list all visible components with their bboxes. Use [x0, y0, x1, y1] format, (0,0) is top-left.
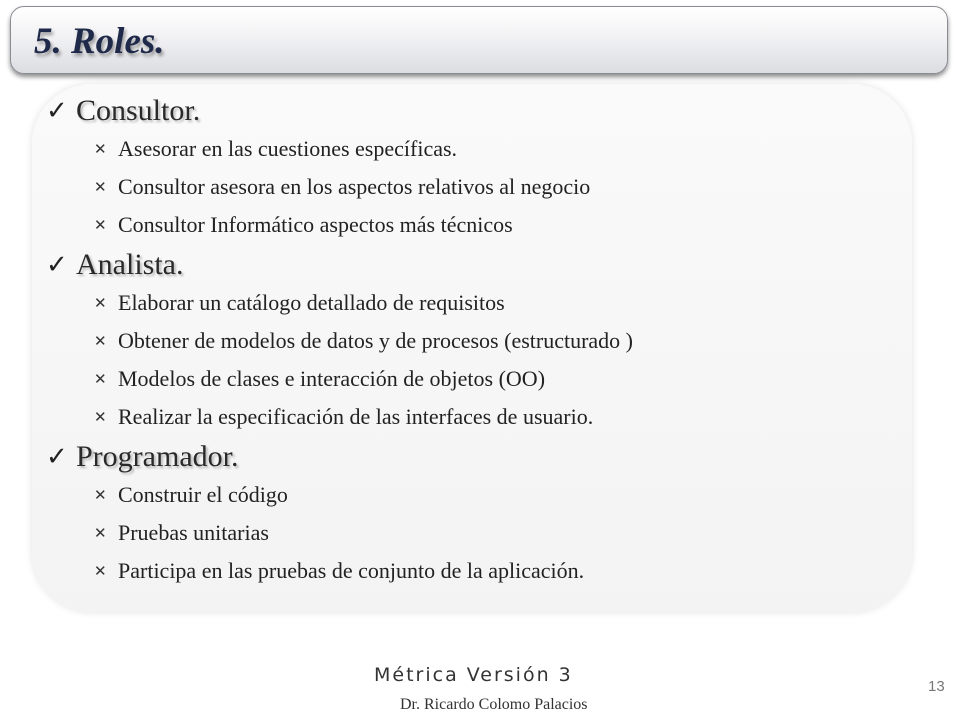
cross-bullet-icon: ✕ [94, 562, 107, 580]
item-text: Obtener de modelos de datos y de procesos (estructurado ) [118, 328, 634, 353]
item-list [46, 476, 906, 590]
cross-bullet-icon: ✕ [94, 332, 107, 350]
page-number: 13 [928, 678, 945, 695]
slide-title: 5. Roles. [34, 21, 165, 62]
cross-bullet-icon: ✕ [94, 524, 107, 542]
list-item [46, 514, 906, 552]
checkmark-icon: ✓ [46, 442, 68, 472]
item-text: Consultor Informático aspectos más técnicos [118, 212, 513, 237]
section-programador [46, 438, 906, 590]
list-item [46, 552, 906, 590]
section-heading [46, 92, 906, 130]
cross-bullet-icon: ✕ [94, 140, 107, 158]
item-text: Participa en las pruebas de conjunto de la aplicación. [118, 558, 585, 583]
list-item [46, 168, 906, 206]
cross-bullet-icon: ✕ [94, 178, 107, 196]
list-item [46, 130, 906, 168]
item-list [46, 284, 906, 436]
section-title: Consultor. [76, 94, 201, 127]
item-text: Construir el código [118, 482, 288, 507]
list-item [46, 476, 906, 514]
cross-bullet-icon: ✕ [94, 216, 107, 234]
checkmark-icon: ✓ [46, 250, 68, 280]
author-name: Dr. Ricardo Colomo Palacios [400, 696, 588, 713]
role-sections [46, 92, 906, 590]
section-analista [46, 246, 906, 436]
cross-bullet-icon: ✕ [94, 486, 107, 504]
section-heading [46, 438, 906, 476]
list-item [46, 284, 906, 322]
item-text: Modelos de clases e interacción de objetos (OO) [118, 366, 546, 391]
item-text: Consultor asesora en los aspectos relativos al negocio [118, 174, 591, 199]
item-text: Asesorar en las cuestiones específicas. [118, 136, 458, 161]
cross-bullet-icon: ✕ [94, 408, 107, 426]
item-text: Realizar la especificación de las interfaces de usuario. [118, 404, 594, 429]
list-item [46, 206, 906, 244]
section-heading [46, 246, 906, 284]
checkmark-icon: ✓ [46, 96, 68, 126]
item-text: Pruebas unitarias [118, 520, 269, 545]
cross-bullet-icon: ✕ [94, 294, 107, 312]
section-title: Programador. [76, 440, 239, 473]
metrica-logo-text: Métrica Versión 3 [374, 664, 573, 686]
section-title: Analista. [76, 248, 184, 281]
cross-bullet-icon: ✕ [94, 370, 107, 388]
list-item [46, 322, 906, 360]
list-item [46, 398, 906, 436]
item-text: Elaborar un catálogo detallado de requisitos [118, 290, 505, 315]
list-item [46, 360, 906, 398]
section-consultor [46, 92, 906, 244]
item-list [46, 130, 906, 244]
